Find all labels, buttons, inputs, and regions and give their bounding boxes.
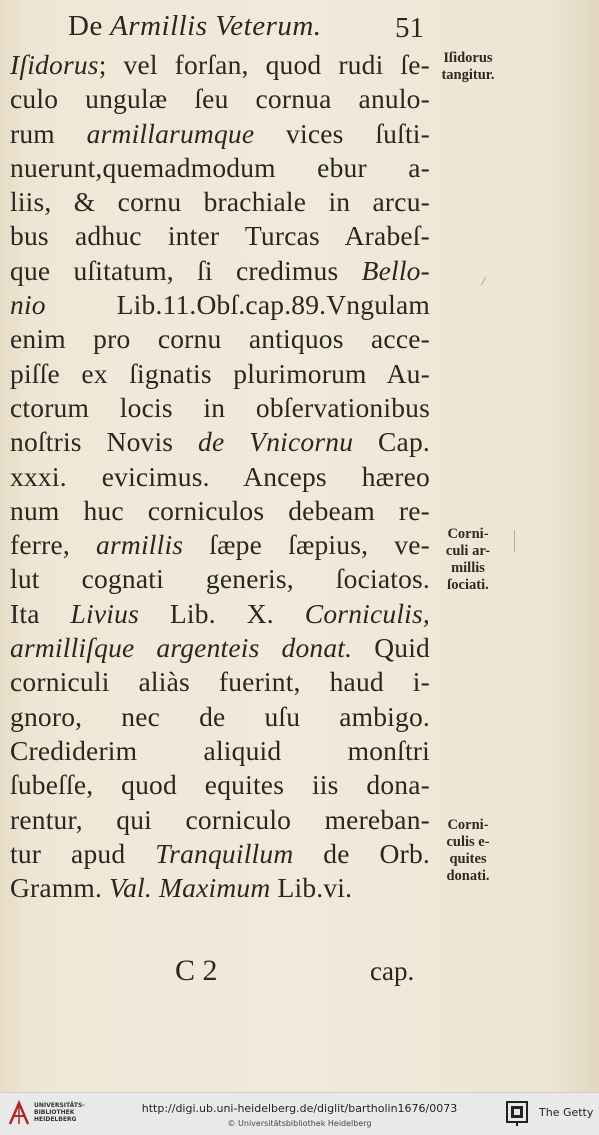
italic-text: Iſidorus xyxy=(10,49,99,80)
margin-note-corniculi xyxy=(428,526,508,594)
margin-note-line: culis e- xyxy=(446,834,490,850)
text-line xyxy=(10,357,430,391)
text-line xyxy=(10,494,430,528)
text-span: Lib.vi. xyxy=(270,872,353,904)
text-span: vices ſuſti- xyxy=(254,117,430,149)
text-line xyxy=(10,803,430,837)
signature-mark: C 2 xyxy=(175,954,218,987)
text-span: ſubeſſe, quod equites iis dona- xyxy=(10,769,430,801)
text-line xyxy=(10,254,430,288)
text-span: ctorum locis in obſervationibus xyxy=(10,391,430,423)
text-span: Lib.11.Obſ.cap.89.Vngulam xyxy=(45,289,430,321)
text-line xyxy=(10,597,430,631)
text-line xyxy=(10,871,430,905)
running-head xyxy=(0,6,599,46)
getty-logo-icon xyxy=(505,1100,529,1126)
margin-note-line: culi ar- xyxy=(445,543,491,559)
body-text xyxy=(10,48,430,905)
page-blemish xyxy=(514,530,515,552)
text-line xyxy=(10,734,430,768)
text-line xyxy=(10,48,430,82)
text-span: piſſe ex ſignatis plurimorum Au- xyxy=(10,357,430,389)
library-name-line: HEIDELBERG xyxy=(34,1116,77,1123)
viewer-footer xyxy=(0,1092,599,1135)
text-span: culo ungulæ ſeu cornua anulo- xyxy=(10,83,430,115)
italic-text: Livius xyxy=(70,597,139,629)
text-line xyxy=(10,631,430,665)
text-line xyxy=(10,528,430,562)
text-line xyxy=(10,151,430,185)
library-name-line: UNIVERSITÄTS- xyxy=(34,1102,85,1109)
text-line xyxy=(10,219,430,253)
text-span: Gramm. xyxy=(10,872,110,904)
text-span: noſtris Novis xyxy=(10,426,199,458)
text-span: que uſitatum, ſi credimus xyxy=(10,254,362,286)
italic-text: armilliſque argenteis donat. xyxy=(10,632,353,664)
margin-note-line: donati. xyxy=(446,868,490,884)
text-line xyxy=(10,768,430,802)
text-line xyxy=(10,185,430,219)
catchword: cap. xyxy=(370,956,415,986)
margin-note-line: millis xyxy=(451,560,485,576)
running-head-title-rest: Armillis Veterum. xyxy=(110,10,322,42)
text-span: ; vel forſan, quod rudi ſe- xyxy=(98,49,430,80)
running-head-prefix: De xyxy=(68,10,103,42)
margin-note-isidorus xyxy=(428,50,508,84)
margin-note-line: Corni- xyxy=(447,817,489,833)
text-line xyxy=(10,562,430,596)
text-span: ſæpe ſæpius, ve- xyxy=(183,529,430,561)
margin-note-line: ſociati. xyxy=(447,577,489,593)
text-span: tur apud xyxy=(10,837,156,869)
library-name-line: BIBLIOTHEK xyxy=(34,1109,75,1116)
text-line xyxy=(10,425,430,459)
text-span: xxxi. evicimus. Anceps hæreo xyxy=(10,460,430,492)
text-span: corniculi aliàs fuerint, haud i- xyxy=(10,666,430,698)
copyright-notice: © Universitätsbibliothek Heidelberg xyxy=(227,1119,372,1128)
text-span: enim pro cornu antiquos acce- xyxy=(10,323,430,355)
text-line xyxy=(10,665,430,699)
margin-note-line: Iſidorus xyxy=(443,50,493,66)
text-span: Crediderim aliquid monſtri xyxy=(10,734,430,766)
text-span: rum xyxy=(10,117,87,149)
text-span: ferre, xyxy=(10,529,97,561)
text-line xyxy=(10,322,430,356)
margin-note-line: Corni- xyxy=(447,526,489,542)
text-span: Ita xyxy=(10,597,71,629)
text-span: Cap. xyxy=(353,426,430,458)
margin-note-line: tangitur. xyxy=(441,67,495,83)
text-span: liis, & cornu brachiale in arcu- xyxy=(10,186,430,218)
text-span: de Orb. xyxy=(293,837,430,869)
text-span: lut cognati generis, ſociatos. xyxy=(10,563,430,595)
text-span: num huc corniculos debeam re- xyxy=(10,494,430,526)
text-span: Quid xyxy=(352,632,430,664)
italic-text: armillarumque xyxy=(86,117,255,149)
text-line xyxy=(10,837,430,871)
margin-note-corniculis xyxy=(428,817,508,885)
text-span: bus adhuc inter Turcas Arabeſ- xyxy=(10,220,430,252)
text-line xyxy=(10,288,430,322)
italic-text: Bello- xyxy=(361,254,430,286)
text-line xyxy=(10,460,430,494)
italic-text: Tranquillum xyxy=(155,837,294,869)
text-span: gnoro, nec de uſu ambigo. xyxy=(10,700,430,732)
page-number: 51 xyxy=(395,12,424,44)
text-span: rentur, qui corniculo mereban- xyxy=(10,803,430,835)
italic-text: nio xyxy=(10,289,46,321)
text-line xyxy=(10,82,430,116)
italic-text: Corniculis, xyxy=(304,597,430,629)
running-head-title xyxy=(68,10,322,43)
getty-name: The Getty xyxy=(539,1106,594,1119)
text-span: Lib. X. xyxy=(138,597,305,629)
text-line xyxy=(10,391,430,425)
margin-note-line: quites xyxy=(449,851,487,867)
italic-text: Val. Maximum xyxy=(109,872,271,904)
italic-text: armillis xyxy=(96,529,184,561)
page-blemish xyxy=(481,276,487,285)
catchline xyxy=(0,954,599,994)
permalink-url[interactable]: http://digi.ub.uni-heidelberg.de/diglit/bartholin1676/0073 xyxy=(141,1102,458,1115)
text-line xyxy=(10,117,430,151)
italic-text: de Vnicornu xyxy=(198,426,354,458)
text-span: nuerunt,quemadmodum ebur a- xyxy=(10,151,430,183)
text-line xyxy=(10,700,430,734)
